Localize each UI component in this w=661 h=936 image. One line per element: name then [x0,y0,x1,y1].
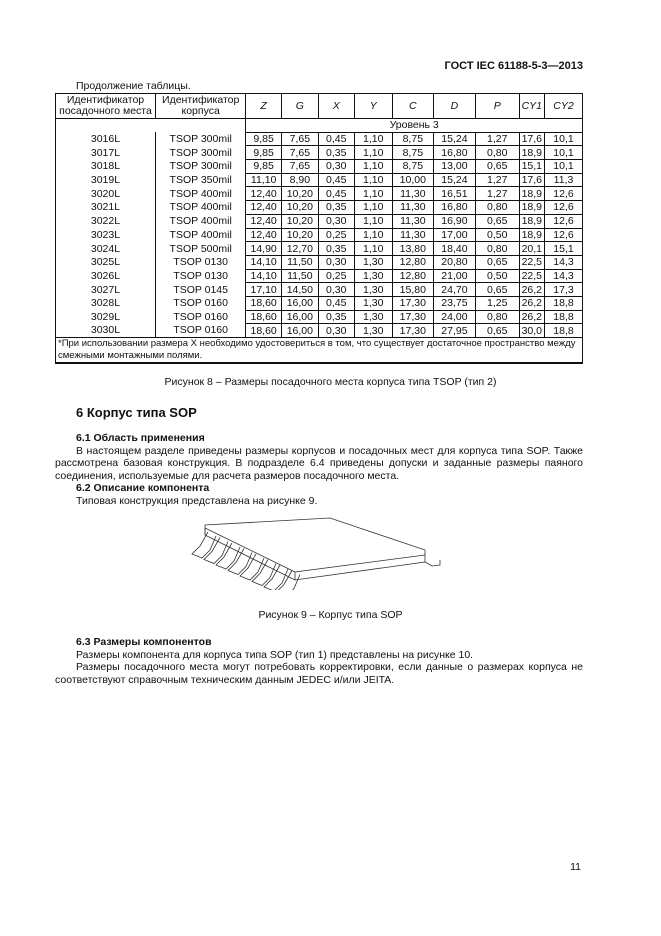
table-cell: 14,90 [246,242,282,256]
table-cell: 1,27 [475,132,519,146]
lead-pin [204,538,228,564]
table-cell: 0,45 [318,296,354,310]
table-cell: TSOP 0160 [155,296,245,310]
table-cell: 1,10 [354,173,392,187]
table-cell: 14,3 [545,269,583,283]
table-cell: 0,80 [475,310,519,324]
table-cell: 11,30 [392,187,433,201]
table-cell: 15,24 [433,173,475,187]
table-row [56,255,583,269]
table-cell: 1,10 [354,242,392,256]
table-cell: 24,70 [433,283,475,297]
table-cell: 11,50 [281,255,318,269]
subsection-6-3-text-1: Размеры компонента для корпуса типа SOP (тип 1) представлены на рисунке 10. [76,648,474,661]
table-cell: 12,40 [246,187,282,201]
table-cell: 18,60 [246,310,282,324]
table-row [56,214,583,228]
table-cell: 18,8 [545,296,583,310]
table-cell: TSOP 0130 [155,269,245,283]
table-cell: TSOP 0145 [155,283,245,297]
table-cell: 11,30 [392,214,433,228]
column-header: G [281,94,318,119]
table-cell: TSOP 0130 [155,255,245,269]
table-cell: 17,30 [392,296,433,310]
column-header: Z [246,94,282,119]
sop-package-figure [170,510,460,590]
table-cell: 0,35 [318,146,354,160]
table-cell: 18,8 [545,324,583,338]
lead-pin [192,532,216,558]
table-cell: 3030L [56,324,156,338]
table-cell: 16,80 [433,201,475,215]
table-cell: 1,10 [354,214,392,228]
table-cell: 8,75 [392,132,433,146]
table-cell: 1,30 [354,310,392,324]
table-cell: 3016L [56,132,156,146]
table-cell: 8,90 [281,173,318,187]
table-cell: 10,20 [281,187,318,201]
table-cell: 12,6 [545,187,583,201]
table-cell: 0,35 [318,242,354,256]
table-cell: 26,2 [519,283,544,297]
subsection-6-2-text: Типовая конструкция представлена на рисунке 9. [76,494,318,507]
table-cell: 0,65 [475,324,519,338]
table-cell: 3026L [56,269,156,283]
table-cell: 17,30 [392,310,433,324]
table-cell: 3029L [56,310,156,324]
subsection-6-2-title: 6.2 Описание компонента [76,482,210,494]
table-cell: 0,30 [318,160,354,174]
table-cell: TSOP 0160 [155,324,245,338]
table-cell: 1,30 [354,269,392,283]
table-cell: 0,30 [318,214,354,228]
table-caption: Продолжение таблицы. [76,80,191,92]
table-cell: 11,30 [392,228,433,242]
table-cell: 8,75 [392,146,433,160]
table-cell: 16,80 [433,146,475,160]
table-cell: 0,65 [475,255,519,269]
table-cell: 13,80 [392,242,433,256]
column-header: C [392,94,433,119]
column-header: Y [354,94,392,119]
table-cell: TSOP 400mil [155,214,245,228]
table-cell: 3018L [56,160,156,174]
figure-8-caption: Рисунок 8 – Размеры посадочного места корпуса типа TSOP (тип 2) [164,376,497,388]
table-cell: 3022L [56,214,156,228]
table-row [56,201,583,215]
table-cell: 1,30 [354,283,392,297]
table-cell: TSOP 400mil [155,187,245,201]
subsection-6-3-title: 6.3 Размеры компонентов [76,636,212,648]
table-cell: 1,25 [475,296,519,310]
table-row [56,242,583,256]
dimensions-table [55,93,583,364]
table-cell: 0,50 [475,228,519,242]
table-cell: 3025L [56,255,156,269]
table-cell: 3027L [56,283,156,297]
table-cell: 7,65 [281,160,318,174]
table-cell: 12,6 [545,214,583,228]
table-cell: 3023L [56,228,156,242]
table-cell: 16,00 [281,310,318,324]
table-cell: 22,5 [519,255,544,269]
document-header: ГОСТ IEC 61188-5-3—2013 [444,60,583,72]
lead-pin [240,554,264,580]
table-cell: 18,9 [519,187,544,201]
table-cell: 10,20 [281,228,318,242]
lead-pin [264,565,288,590]
table-cell: 1,30 [354,324,392,338]
table-cell: 20,80 [433,255,475,269]
table-cell: 18,8 [545,310,583,324]
table-cell: 9,85 [246,146,282,160]
table-cell: 20,1 [519,242,544,256]
table-cell: 3021L [56,201,156,215]
table-cell: 0,35 [318,310,354,324]
table-cell: 12,80 [392,269,433,283]
table-cell: 3024L [56,242,156,256]
table-cell: 0,45 [318,173,354,187]
table-cell: 18,60 [246,296,282,310]
table-cell: 1,10 [354,160,392,174]
table-cell: 1,10 [354,146,392,160]
table-cell: TSOP 0160 [155,310,245,324]
table-cell: 11,10 [246,173,282,187]
table-cell: 3028L [56,296,156,310]
column-header: P [475,94,519,119]
figure-9-caption: Рисунок 9 – Корпус типа SOP [258,609,403,621]
table-cell: 3020L [56,187,156,201]
table-cell: 12,70 [281,242,318,256]
table-cell: 23,75 [433,296,475,310]
table-cell: TSOP 500mil [155,242,245,256]
table-cell: 26,2 [519,296,544,310]
table-cell: 3019L [56,173,156,187]
table-cell: 0,80 [475,242,519,256]
table-cell: 16,90 [433,214,475,228]
table-cell: 14,3 [545,255,583,269]
table-cell: 17,00 [433,228,475,242]
table-cell: 0,50 [475,269,519,283]
table-cell: 1,10 [354,201,392,215]
table-row [56,228,583,242]
table-cell: 10,1 [545,160,583,174]
subsection-6-3-text-2: Размеры посадочного места могут потребовать корректировки, если данные о размерах корпуса не соответствуют справочным техническим данным JEDEC и/или JEITA. [55,661,583,686]
table-cell: 11,30 [392,201,433,215]
blank-cell [56,119,246,133]
table-cell: 0,65 [475,214,519,228]
table-cell: 11,3 [545,173,583,187]
table-cell: 18,9 [519,228,544,242]
table-cell: 18,9 [519,146,544,160]
column-header: CY1 [519,94,544,119]
table-cell: 18,60 [246,324,282,338]
table-cell: 0,45 [318,187,354,201]
table-cell: 1,10 [354,132,392,146]
column-header: CY2 [545,94,583,119]
table-cell: 10,1 [545,146,583,160]
table-cell: 0,25 [318,269,354,283]
level-label: Уровень 3 [246,119,583,133]
table-cell: 21,00 [433,269,475,283]
column-header: X [318,94,354,119]
table-row [56,269,583,283]
table-row [56,283,583,297]
table-cell: 8,75 [392,160,433,174]
table-cell: 7,65 [281,132,318,146]
table-cell: 17,10 [246,283,282,297]
table-cell: 10,00 [392,173,433,187]
table-cell: 1,10 [354,228,392,242]
table-row [56,160,583,174]
table-cell: 9,85 [246,132,282,146]
table-cell: 17,6 [519,132,544,146]
table-cell: 1,30 [354,296,392,310]
table-cell: 1,27 [475,187,519,201]
table-cell: 12,6 [545,201,583,215]
table-cell: 13,00 [433,160,475,174]
table-cell: 1,27 [475,173,519,187]
table-cell: 10,20 [281,214,318,228]
table-cell: TSOP 400mil [155,201,245,215]
table-cell: 0,35 [318,201,354,215]
subsection-6-1-text: В настоящем разделе приведены размеры корпусов и посадочных мест для корпуса типа SOP. Также рассмотрена базовая конструкция. В подразделе 6.4 приведены допуски и заданные размеры паяного соединения, используемые для расчета размеров посадочного места. [55,444,583,482]
table-cell: 17,30 [392,324,433,338]
table-cell: TSOP 300mil [155,146,245,160]
table-cell: 16,00 [281,324,318,338]
subsection-6-1-title: 6.1 Область применения [76,432,205,444]
table-row [56,173,583,187]
table-cell: 17,6 [519,173,544,187]
table-cell: 12,40 [246,214,282,228]
table-cell: 1,30 [354,255,392,269]
table-row [56,187,583,201]
table-cell: 15,1 [545,242,583,256]
table-cell: 27,95 [433,324,475,338]
table-cell: 16,51 [433,187,475,201]
table-cell: 0,30 [318,283,354,297]
table-cell: TSOP 350mil [155,173,245,187]
table-cell: 14,10 [246,269,282,283]
table-cell: 15,80 [392,283,433,297]
table-cell: 11,50 [281,269,318,283]
table-cell: 12,40 [246,201,282,215]
table-cell: 12,80 [392,255,433,269]
column-header: Идентификатор корпуса [155,94,245,119]
table-cell: 30,0 [519,324,544,338]
table-cell: 12,40 [246,228,282,242]
table-cell: 14,50 [281,283,318,297]
table-cell: 0,25 [318,228,354,242]
table-cell: 1,10 [354,187,392,201]
table-cell: 0,80 [475,146,519,160]
table-cell: TSOP 300mil [155,132,245,146]
table-cell: TSOP 400mil [155,228,245,242]
table-row [56,132,583,146]
column-header: Идентификатор посадочного места [56,94,156,119]
table-cell: 26,2 [519,310,544,324]
table-cell: 3017L [56,146,156,160]
table-cell: 17,3 [545,283,583,297]
table-cell: 18,40 [433,242,475,256]
table-cell: 7,65 [281,146,318,160]
table-cell: 18,9 [519,214,544,228]
table-cell: 10,20 [281,201,318,215]
section-title: 6 Корпус типа SOP [76,405,197,420]
table-cell: 12,6 [545,228,583,242]
table-cell: TSOP 300mil [155,160,245,174]
table-cell: 0,45 [318,132,354,146]
table-cell: 0,80 [475,201,519,215]
table-cell: 18,9 [519,201,544,215]
table-row [56,296,583,310]
table-cell: 10,1 [545,132,583,146]
table-cell: 0,30 [318,324,354,338]
table-row [56,310,583,324]
table-row [56,324,583,338]
lead-pin [276,571,300,591]
lead-pin [252,560,276,586]
table-cell: 9,85 [246,160,282,174]
table-cell: 14,10 [246,255,282,269]
table-cell: 0,65 [475,283,519,297]
table-cell: 16,00 [281,296,318,310]
table-cell: 24,00 [433,310,475,324]
table-cell: 22,5 [519,269,544,283]
table-cell: 0,30 [318,255,354,269]
page-number: 11 [570,861,581,873]
table-cell: 15,1 [519,160,544,174]
table-row [56,146,583,160]
table-cell: 0,65 [475,160,519,174]
table-cell: 15,24 [433,132,475,146]
table-footnote: *При использовании размера X необходимо удостовериться в том, что существует достаточное пространство между смежными монтажными полями. [56,338,583,364]
column-header: D [433,94,475,119]
